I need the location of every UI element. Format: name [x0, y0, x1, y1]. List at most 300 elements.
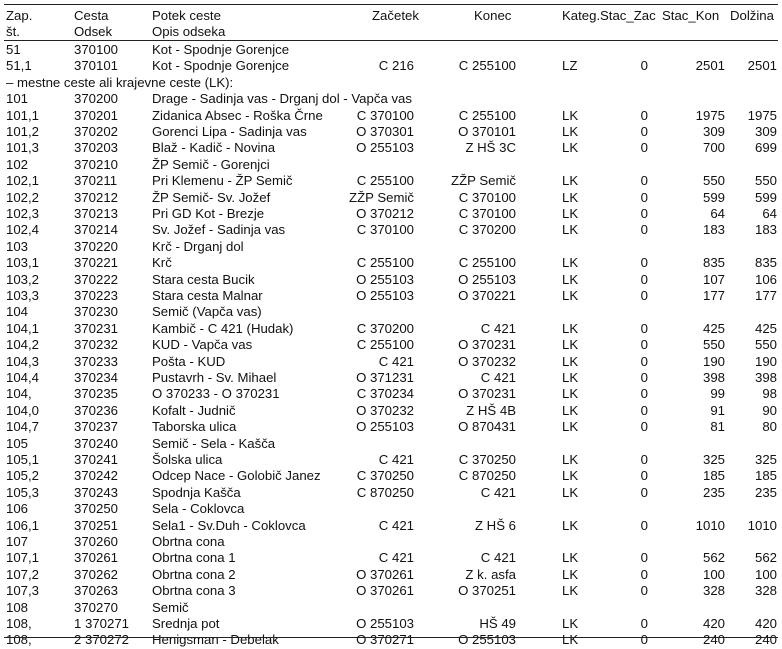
cell-stac-kon: 550: [702, 173, 725, 189]
cell-dolzina: 420: [754, 616, 777, 631]
cell-zap: 108: [6, 599, 29, 615]
cell-opis: Krč: [152, 255, 172, 271]
table-row: [0, 600, 782, 616]
cell-konec: Z HŠ 6: [474, 517, 516, 533]
cell-stac-zac: 0: [640, 206, 648, 221]
cell-dolzina: 183: [754, 222, 777, 238]
cell-cesta: 370261: [74, 550, 119, 566]
cell-stac-zac: 0: [640, 583, 648, 599]
cell-cesta: 370232: [74, 337, 119, 353]
cell-zacetek: C 255100: [356, 255, 414, 271]
cell-cesta: 370270: [74, 599, 119, 615]
table-row: [0, 468, 782, 484]
cell-konec: O 255103: [458, 271, 516, 287]
cell-kateg: LK: [562, 468, 579, 484]
cell-kateg: LK: [562, 452, 579, 467]
cell-stac-kon: 2501: [695, 58, 725, 74]
cell-opis: Pošta - KUD: [152, 353, 226, 369]
cell-cesta: 370202: [74, 124, 119, 139]
cell-zap: 107: [6, 534, 29, 549]
top-rule: [4, 4, 778, 5]
table-row: [0, 108, 782, 124]
cell-dolzina: 1010: [747, 517, 777, 533]
header-kateg: Kateg.: [562, 8, 601, 23]
cell-cesta: 370214: [74, 222, 119, 238]
cell-kateg: LK: [562, 288, 579, 303]
cell-cesta: 370220: [74, 238, 119, 254]
cell-dolzina: 835: [754, 255, 777, 271]
cell-zap: 105,1: [6, 452, 40, 467]
cell-cesta: 2 370272: [74, 632, 130, 648]
cell-opis: Henigsman - Debelak: [152, 632, 279, 648]
cell-kateg: LK: [562, 206, 579, 221]
cell-cesta: 370250: [74, 501, 119, 517]
cell-opis: Drage - Sadinja vas - Drganj dol - Vapča vas: [152, 91, 412, 107]
cell-opis: Semič - Sela - Kašča: [152, 435, 276, 451]
cell-zap: 101,1: [6, 107, 40, 123]
cell-dolzina: 106: [754, 271, 777, 287]
cell-stac-zac: 0: [640, 616, 648, 631]
cell-stac-kon: 81: [710, 419, 725, 435]
cell-zacetek: C 370234: [356, 386, 414, 402]
cell-stac-zac: 0: [640, 386, 648, 402]
cell-zap: 105,2: [6, 468, 40, 484]
cell-zacetek: O 370212: [356, 206, 414, 221]
cell-cesta: 370222: [74, 271, 119, 287]
cell-kateg: LK: [562, 402, 579, 418]
cell-zacetek: O 370232: [356, 402, 414, 418]
cell-konec: HŠ 49: [479, 616, 516, 631]
cell-kateg: LK: [562, 320, 579, 336]
table-row: [0, 386, 782, 402]
cell-dolzina: 425: [754, 320, 777, 336]
cell-konec: O 255103: [458, 632, 516, 648]
cell-cesta: 370262: [74, 566, 119, 582]
table-row: [0, 91, 782, 107]
cell-zacetek: C 421: [378, 550, 414, 566]
cell-cesta: 370221: [74, 255, 119, 271]
cell-konec: Z k. asfa: [465, 566, 516, 582]
cell-kateg: LK: [562, 173, 579, 189]
cell-stac-kon: 309: [702, 124, 725, 139]
section-note: – mestne ceste ali krajevne ceste (LK):: [6, 74, 234, 90]
cell-cesta: 370223: [74, 288, 119, 303]
cell-cesta: 370212: [74, 189, 119, 205]
cell-zap: 103,2: [6, 271, 40, 287]
cell-opis: Obrtna cona: [152, 534, 225, 549]
cell-zacetek: C 370200: [356, 320, 414, 336]
cell-konec: Z HŠ 4B: [466, 402, 516, 418]
cell-konec: C 255100: [458, 107, 516, 123]
cell-opis: Kot - Spodnje Gorenjce: [152, 58, 290, 74]
cell-zap: 102: [6, 156, 29, 172]
cell-dolzina: 599: [754, 189, 777, 205]
cell-kateg: LK: [562, 386, 579, 402]
cell-stac-kon: 91: [710, 402, 725, 418]
cell-stac-zac: 0: [640, 58, 648, 74]
cell-dolzina: 398: [754, 370, 777, 385]
cell-cesta: 370251: [74, 517, 119, 533]
cell-stac-zac: 0: [640, 271, 648, 287]
cell-zacetek: O 255103: [356, 419, 414, 435]
cell-cesta: 370230: [74, 304, 119, 320]
cell-stac-zac: 0: [640, 517, 648, 533]
cell-zacetek: O 370261: [356, 566, 414, 582]
cell-stac-zac: 0: [640, 320, 648, 336]
header-cesta: [74, 8, 112, 40]
cell-cesta: 370234: [74, 370, 119, 385]
cell-stac-kon: 177: [702, 288, 725, 303]
cell-zacetek: C 370100: [356, 107, 414, 123]
bottom-rule: [4, 637, 778, 638]
cell-stac-zac: 0: [640, 452, 648, 467]
table-row: [0, 518, 782, 534]
cell-zap: 102,4: [6, 222, 40, 238]
cell-stac-zac: 0: [640, 107, 648, 123]
header-rule: [4, 40, 778, 41]
cell-cesta: 370213: [74, 206, 119, 221]
cell-zap: 51: [6, 42, 21, 57]
cell-cesta: 1 370271: [74, 616, 130, 631]
cell-opis: Kot - Spodnje Gorenjce: [152, 42, 290, 57]
cell-zap: 108,: [6, 616, 32, 631]
cell-opis: Krč - Drganj dol: [152, 238, 244, 254]
cell-zacetek: O 370271: [356, 632, 414, 648]
cell-konec: O 370101: [458, 124, 516, 139]
cell-zap: 105,3: [6, 484, 40, 500]
cell-opis: Sela1 - Sv.Duh - Coklovca: [152, 517, 306, 533]
cell-stac-kon: 700: [702, 140, 725, 156]
table-row: [0, 550, 782, 566]
cell-opis: Pri GD Kot - Brezje: [152, 206, 265, 221]
cell-cesta: 370203: [74, 140, 119, 156]
cell-stac-kon: 835: [702, 255, 725, 271]
cell-stac-zac: 0: [640, 337, 648, 353]
cell-zacetek: C 421: [378, 452, 414, 467]
cell-cesta: 370235: [74, 386, 119, 402]
cell-stac-kon: 64: [710, 206, 725, 221]
cell-konec: C 421: [480, 320, 516, 336]
cell-zap: 107,2: [6, 566, 40, 582]
cell-stac-zac: 0: [640, 468, 648, 484]
cell-dolzina: 2501: [747, 58, 777, 74]
cell-stac-kon: 425: [702, 320, 725, 336]
cell-zap: 106,1: [6, 517, 40, 533]
cell-stac-kon: 99: [710, 386, 725, 402]
cell-zacetek: C 421: [378, 517, 414, 533]
header-potek-line2: Opis odseka: [152, 24, 226, 39]
cell-konec: C 255100: [458, 255, 516, 271]
table-row: [0, 272, 782, 288]
cell-zap: 102,1: [6, 173, 40, 189]
cell-konec: ZŽP Semič: [451, 173, 516, 189]
cell-stac-kon: 235: [702, 484, 725, 500]
cell-stac-zac: 0: [640, 419, 648, 435]
cell-opis: Obrtna cona 2: [152, 566, 236, 582]
cell-kateg: LZ: [562, 58, 578, 74]
cell-stac-zac: 0: [640, 566, 648, 582]
cell-dolzina: 309: [754, 124, 777, 139]
cell-stac-kon: 1010: [695, 517, 725, 533]
cell-konec: C 421: [480, 370, 516, 385]
cell-zap: 104: [6, 304, 29, 320]
cell-opis: Semič: [152, 599, 189, 615]
cell-cesta: 370236: [74, 402, 119, 418]
cell-cesta: 370201: [74, 107, 119, 123]
cell-cesta: 370237: [74, 419, 119, 435]
cell-kateg: LK: [562, 419, 579, 435]
cell-kateg: LK: [562, 124, 579, 139]
header-zacetek: Začetek: [372, 8, 419, 23]
cell-zap: 108,: [6, 632, 32, 648]
cell-zacetek: O 370301: [356, 124, 414, 139]
cell-kateg: LK: [562, 189, 579, 205]
cell-stac-zac: 0: [640, 632, 648, 648]
cell-opis: Taborska ulica: [152, 419, 237, 435]
header-zap-line2: št.: [6, 24, 20, 39]
cell-opis: Kambič - C 421 (Hudak): [152, 320, 294, 336]
cell-stac-kon: 420: [702, 616, 725, 631]
cell-zacetek: C 255100: [356, 173, 414, 189]
cell-stac-kon: 398: [702, 370, 725, 385]
cell-zap: 104,0: [6, 402, 40, 418]
cell-cesta: 370241: [74, 452, 119, 467]
table-row: [0, 583, 782, 599]
cell-zacetek: O 255103: [356, 288, 414, 303]
cell-zacetek: C 216: [378, 58, 414, 74]
cell-kateg: LK: [562, 484, 579, 500]
cell-stac-kon: 183: [702, 222, 725, 238]
header-dolzina: Dolžina: [730, 8, 774, 23]
cell-konec: O 370231: [458, 337, 516, 353]
cell-stac-zac: 0: [640, 370, 648, 385]
cell-zap: 105: [6, 435, 29, 451]
cell-stac-zac: 0: [640, 124, 648, 139]
table-row: [0, 370, 782, 386]
cell-stac-zac: 0: [640, 353, 648, 369]
cell-opis: Obrtna cona 1: [152, 550, 236, 566]
table-row: [0, 354, 782, 370]
cell-konec: O 370231: [458, 386, 516, 402]
header-konec: Konec: [474, 8, 512, 23]
table-row: [0, 288, 782, 304]
cell-zap: 101,2: [6, 124, 40, 139]
cell-dolzina: 64: [762, 206, 777, 221]
table-row: [0, 616, 782, 632]
cell-dolzina: 328: [754, 583, 777, 599]
cell-kateg: LK: [562, 616, 579, 631]
cell-kateg: LK: [562, 107, 579, 123]
cell-konec: C 370100: [458, 206, 516, 221]
cell-kateg: LK: [562, 255, 579, 271]
cell-kateg: LK: [562, 550, 579, 566]
cell-zap: 104,3: [6, 353, 40, 369]
cell-opis: Zidanica Absec - Roška Črne: [152, 107, 323, 123]
cell-konec: Z HŠ 3C: [465, 140, 516, 156]
cell-dolzina: 90: [762, 402, 777, 418]
cell-zacetek: O 371231: [356, 370, 414, 385]
header-zap: [6, 8, 32, 40]
header-zap-line1: Zap.: [6, 8, 33, 23]
cell-zacetek: ZŽP Semič: [349, 189, 414, 205]
cell-kateg: LK: [562, 271, 579, 287]
header-potek-line1: Potek ceste: [152, 8, 221, 23]
table-row: [0, 337, 782, 353]
cell-zap: 104,2: [6, 337, 40, 353]
cell-opis: Stara cesta Bucik: [152, 271, 255, 287]
cell-stac-kon: 325: [702, 452, 725, 467]
cell-konec: C 421: [480, 550, 516, 566]
cell-cesta: 370210: [74, 156, 119, 172]
header-cesta-line2: Odsek: [74, 24, 113, 39]
cell-dolzina: 562: [754, 550, 777, 566]
cell-stac-kon: 328: [702, 583, 725, 599]
cell-opis: Obrtna cona 3: [152, 583, 236, 599]
cell-cesta: 370200: [74, 91, 119, 107]
cell-dolzina: 1975: [747, 107, 777, 123]
cell-zacetek: O 370261: [356, 583, 414, 599]
cell-opis: Blaž - Kadič - Novina: [152, 140, 276, 156]
table-row: [0, 222, 782, 238]
table-row: [0, 321, 782, 337]
cell-stac-zac: 0: [640, 189, 648, 205]
cell-zap: 103,1: [6, 255, 40, 271]
header-stac-zac: Stac_Zac: [600, 8, 656, 23]
cell-stac-zac: 0: [640, 173, 648, 189]
cell-zap: 103,3: [6, 288, 40, 303]
cell-stac-zac: 0: [640, 255, 648, 271]
cell-stac-zac: 0: [640, 484, 648, 500]
cell-zacetek: O 255103: [356, 140, 414, 156]
cell-zap: 102,3: [6, 206, 40, 221]
table-row: [0, 304, 782, 320]
cell-cesta: 370242: [74, 468, 119, 484]
cell-opis: Odcep Nace - Golobič Janez: [152, 468, 321, 484]
table-row: [0, 157, 782, 173]
table-row: [0, 58, 782, 74]
cell-zacetek: C 370250: [356, 468, 414, 484]
cell-stac-zac: 0: [640, 140, 648, 156]
cell-dolzina: 185: [754, 468, 777, 484]
cell-stac-kon: 107: [702, 271, 725, 287]
cell-dolzina: 177: [754, 288, 777, 303]
cell-zap: 101,3: [6, 140, 40, 156]
cell-opis: Kofalt - Judnič: [152, 402, 236, 418]
cell-zap: 104,1: [6, 320, 40, 336]
cell-stac-zac: 0: [640, 288, 648, 303]
table-row: [0, 42, 782, 58]
cell-opis: Spodnja Kašča: [152, 484, 241, 500]
cell-konec: O 370221: [458, 288, 516, 303]
cell-cesta: 370263: [74, 583, 119, 599]
cell-zacetek: C 421: [378, 353, 414, 369]
section-note-row: [0, 75, 782, 91]
cell-zap: 104,7: [6, 419, 40, 435]
table-row: [0, 140, 782, 156]
table-row: [0, 255, 782, 271]
cell-konec: O 370232: [458, 353, 516, 369]
table-row: [0, 190, 782, 206]
cell-stac-zac: 0: [640, 402, 648, 418]
cell-opis: Sv. Jožef - Sadinja vas: [152, 222, 286, 238]
cell-kateg: LK: [562, 370, 579, 385]
cell-cesta: 370231: [74, 320, 119, 336]
cell-opis: Semič (Vapča vas): [152, 304, 262, 320]
cell-dolzina: 240: [754, 632, 777, 648]
cell-opis: Srednja pot: [152, 616, 220, 631]
cell-stac-kon: 190: [702, 353, 725, 369]
cell-dolzina: 550: [754, 173, 777, 189]
cell-stac-zac: 0: [640, 222, 648, 238]
table-row: [0, 436, 782, 452]
table-row: [0, 124, 782, 140]
cell-kateg: LK: [562, 337, 579, 353]
cell-opis: Gorenci Lipa - Sadinja vas: [152, 124, 307, 139]
table-row: [0, 452, 782, 468]
cell-kateg: LK: [562, 566, 579, 582]
cell-zap: 104,: [6, 386, 32, 402]
table-row: [0, 206, 782, 222]
cell-zap: 102,2: [6, 189, 40, 205]
cell-opis: Pri Klemenu - ŽP Semič: [152, 173, 293, 189]
cell-kateg: LK: [562, 517, 579, 533]
cell-opis: Stara cesta Malnar: [152, 288, 263, 303]
cell-zap: 106: [6, 501, 29, 517]
cell-konec: O 370251: [458, 583, 516, 599]
cell-opis: KUD - Vapča vas: [152, 337, 253, 353]
cell-dolzina: 325: [754, 452, 777, 467]
cell-kateg: LK: [562, 632, 579, 648]
table-row: [0, 173, 782, 189]
cell-zap: 51,1: [6, 58, 32, 74]
cell-stac-kon: 185: [702, 468, 725, 484]
cell-dolzina: 98: [762, 386, 777, 402]
cell-konec: C 870250: [458, 468, 516, 484]
cell-dolzina: 190: [754, 353, 777, 369]
cell-konec: C 370200: [458, 222, 516, 238]
cell-opis: ŽP Semič - Gorenjci: [152, 156, 270, 172]
cell-stac-kon: 100: [702, 566, 725, 582]
cell-cesta: 370211: [74, 173, 118, 189]
cell-zap: 107,1: [6, 550, 40, 566]
cell-dolzina: 100: [754, 566, 777, 582]
cell-zap: 107,3: [6, 583, 40, 599]
cell-dolzina: 235: [754, 484, 777, 500]
cell-stac-kon: 550: [702, 337, 725, 353]
table-row: [0, 534, 782, 550]
header-potek: [152, 8, 225, 40]
table-row: [0, 403, 782, 419]
cell-kateg: LK: [562, 353, 579, 369]
cell-dolzina: 699: [754, 140, 777, 156]
table-row: [0, 485, 782, 501]
cell-opis: ŽP Semič- Sv. Jožef: [152, 189, 271, 205]
cell-stac-kon: 240: [702, 632, 725, 648]
table-row: [0, 567, 782, 583]
cell-kateg: LK: [562, 140, 579, 156]
cell-kateg: LK: [562, 583, 579, 599]
cell-konec: C 370250: [458, 452, 516, 467]
cell-konec: O 870431: [458, 419, 516, 435]
table-row: [0, 501, 782, 517]
cell-zap: 104,4: [6, 370, 40, 385]
table-row: [0, 239, 782, 255]
cell-zap: 103: [6, 238, 29, 254]
cell-stac-kon: 599: [702, 189, 725, 205]
cell-zap: 101: [6, 91, 29, 107]
cell-zacetek: O 255103: [356, 616, 414, 631]
cell-cesta: 370101: [74, 58, 119, 74]
